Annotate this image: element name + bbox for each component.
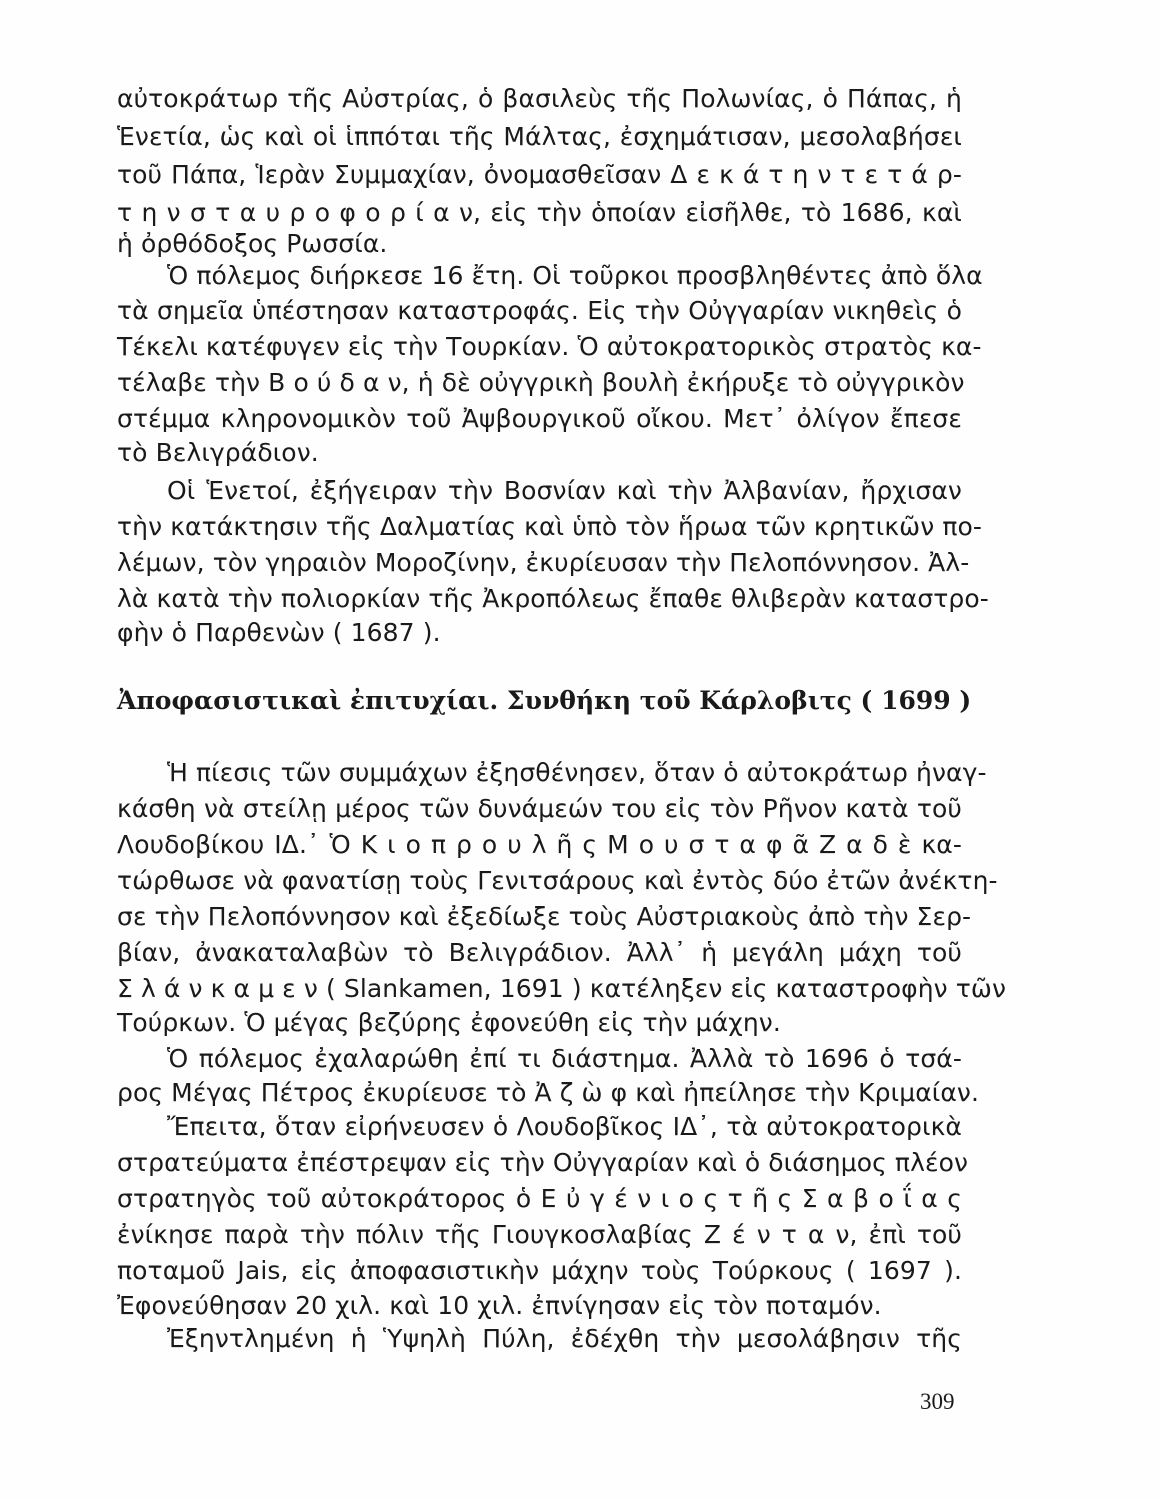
text-line: Ἑνετία, ὡς καὶ οἱ ἱππόται τῆς Μάλτας, ἐσχημάτισαν, μεσολαβήσει [117,122,962,151]
text-line: Ἐξηντλημένη ἡ Ὑψηλὴ Πύλη, ἐδέχθη τὴν μεσολάβησιν τῆς [167,1324,962,1353]
text-line: αὐτοκράτωρ τῆς Αὐστρίας, ὁ βασιλεὺς τῆς Πολωνίας, ὁ Πάπας, ἡ [117,84,962,113]
section-heading: Ἀποφασιστικαὶ ἐπιτυχίαι. Συνθήκη τοῦ Κάρλοβιτς ( 1699 ) [117,686,972,715]
text-line: βίαν, ἀνακαταλαβὼν τὸ Βελιγράδιον. Ἀλλ᾽ ἡ μεγάλη μάχη τοῦ [117,938,962,967]
text-line: ἐνίκησε παρὰ τὴν πόλιν τῆς Γιουγκοσλαβίας Ζ έ ν τ α ν, ἐπὶ τοῦ [117,1220,962,1249]
text-line: Ἡ πίεσις τῶν συμμάχων ἐξησθένησεν, ὅταν ὁ αὐτοκράτωρ ἠναγ- [167,758,987,787]
text-line: Ὁ πόλεμος διήρκεσε 16 ἔτη. Οἱ τοῦρκοι προσβληθέντες ἀπὸ ὅλα [167,261,983,290]
text-line: λὰ κατὰ τὴν πολιορκίαν τῆς Ἀκροπόλεως ἔπαθε θλιβερὰν καταστρο- [117,584,989,613]
text-line: τοῦ Πάπα, Ἱερὰν Συμμαχίαν, ὀνομασθεῖσαν Δ ε κ ά τ η ν τ ε τ ά ρ- [117,160,962,189]
text-line: στρατεύματα ἐπέστρεψαν εἰς τὴν Οὐγγαρίαν καὶ ὁ διάσημος πλέον [117,1148,969,1177]
text-line: τ η ν σ τ α υ ρ ο φ ο ρ ί α ν, εἰς τὴν ὁποίαν εἰσῆλθε, τὸ 1686, καὶ [117,198,962,227]
text-line: λέμων, τὸν γηραιὸν Μοροζίνην, ἐκυρίευσαν τὴν Πελοπόννησον. Ἀλ- [117,548,970,577]
text-line: ρος Μέγας Πέτρος ἐκυρίευσε τὸ Ἀ ζ ὼ φ καὶ ἠπείλησε τὴν Κριμαίαν. [117,1078,980,1107]
text-line: ποταμοῦ Jais, εἰς ἀποφασιστικὴν μάχην τοὺς Τούρκους ( 1697 ). [117,1256,962,1285]
text-line: Ὁ πόλεμος ἐχαλαρώθη ἐπί τι διάστημα. Ἀλλὰ τὸ 1696 ὁ τσά- [167,1044,962,1073]
text-line: τὴν κατάκτησιν τῆς Δαλματίας καὶ ὑπὸ τὸν ἥρωα τῶν κρητικῶν πο- [117,512,983,541]
text-line: τέλαβε τὴν Β ο ύ δ α ν, ἡ δὲ οὐγγρικὴ βουλὴ ἐκήρυξε τὸ οὐγγρικὸν [117,368,965,397]
text-line: σε τὴν Πελοπόννησον καὶ ἐξεδίωξε τοὺς Αὐστριακοὺς ἀπὸ τὴν Σερ- [117,902,972,931]
text-line: Οἱ Ἑνετοί, ἐξήγειραν τὴν Βοσνίαν καὶ τὴν Ἀλβανίαν, ἤρχισαν [167,476,962,505]
text-line: Λουδοβίκου ΙΔ.᾽ Ὁ Κ ι ο π ρ ο υ λ ῆ ς Μ ο υ σ τ α φ ᾶ Ζ α δ ὲ κα- [117,830,962,859]
text-line: Τούρκων. Ὁ μέγας βεζύρης ἐφονεύθη εἰς τὴν μάχην. [117,1008,781,1037]
text-line: τὸ Βελιγράδιον. [117,438,319,467]
text-line: ἡ ὀρθόδοξος Ρωσσία. [117,229,388,258]
text-line: Ἐφονεύθησαν 20 χιλ. καὶ 10 χιλ. ἐπνίγησαν εἰς τὸν ποταμόν. [117,1291,882,1320]
text-line: στρατηγὸς τοῦ αὐτοκράτορος ὁ Ε ὐ γ έ ν ι ο ς τ ῆ ς Σ α β ο ΐ α ς [117,1184,962,1213]
text-line: τώρθωσε νὰ φανατίσῃ τοὺς Γενιτσάρους καὶ ἐντὸς δύο ἐτῶν ἀνέκτη- [117,866,998,895]
text-line: φὴν ὁ Παρθενὼν ( 1687 ). [117,618,441,647]
text-line: στέμμα κληρονομικὸν τοῦ Ἀψβουργικοῦ οἴκου. Μετ᾽ ὀλίγον ἔπεσε [117,404,962,433]
text-line: κάσθη νὰ στείλῃ μέρος τῶν δυνάμεών του εἰς τὸν Ρῆνον κατὰ τοῦ [117,794,962,823]
text-line: Ἔπειτα, ὅταν εἰρήνευσεν ὁ Λουδοβῖκος ΙΔ᾽, τὰ αὐτοκρατορικὰ [167,1112,962,1141]
text-line: τὰ σημεῖα ὑπέστησαν καταστροφάς. Εἰς τὴν Οὐγγαρίαν νικηθεὶς ὁ [117,296,962,325]
text-line: Σ λ ά ν κ α μ ε ν ( Slankamen, 1691 ) κατέληξεν εἰς καταστροφὴν τῶν [117,974,1007,1003]
text-line: Τέκελι κατέφυγεν εἰς τὴν Τουρκίαν. Ὁ αὐτοκρατορικὸς στρατὸς κα- [117,332,982,361]
page-number: 309 [920,1389,955,1414]
